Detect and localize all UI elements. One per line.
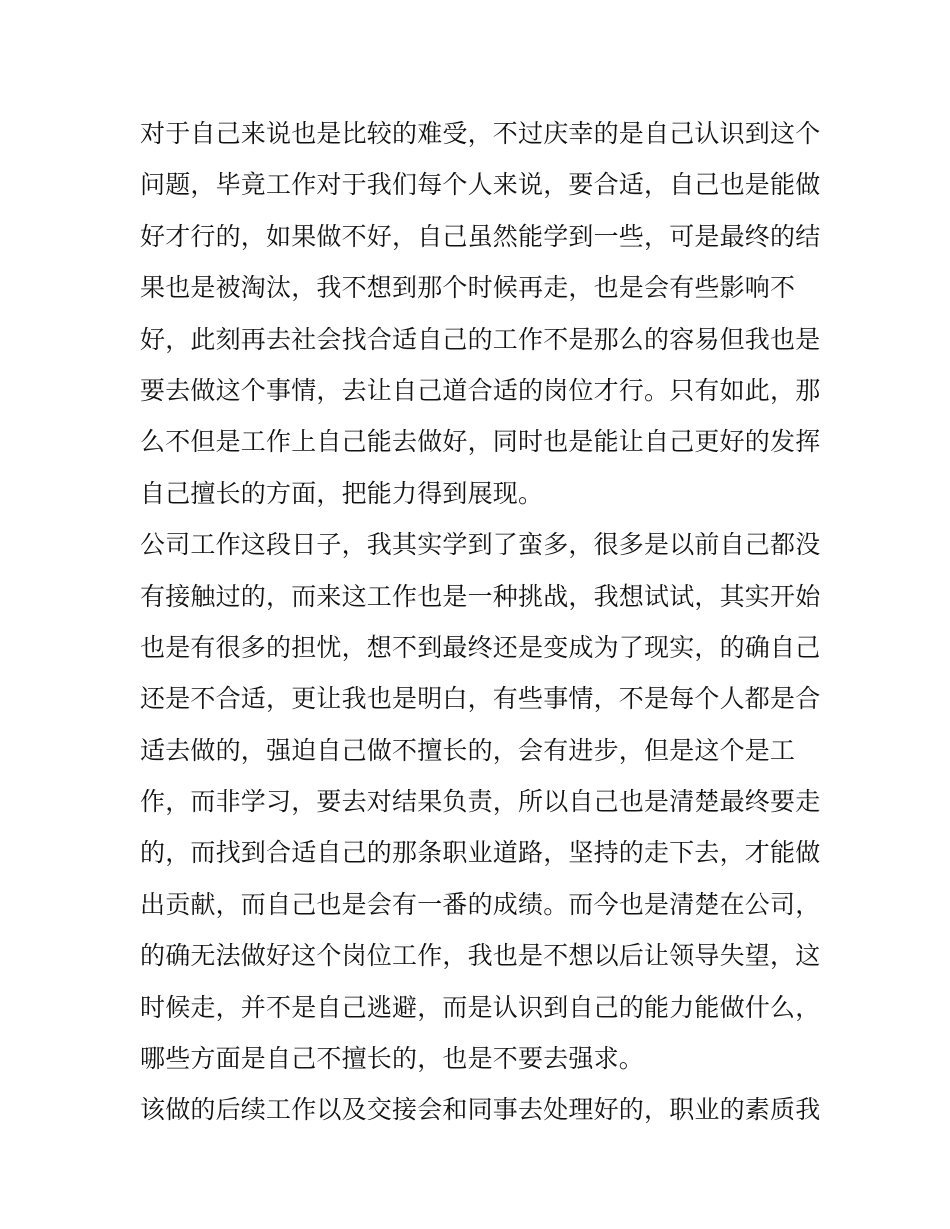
text-line: 适去做的，强迫自己做不擅长的，会有进步，但是这个是工 — [140, 735, 796, 765]
text-line: 时候走，并不是自己逃避，而是认识到自己的能力能做什么， — [140, 992, 821, 1022]
text-line: 该做的后续工作以及交接会和同事去处理好的，职业的素质我 — [140, 1095, 821, 1125]
text-line: 的，而找到合适自己的那条职业道路，坚持的走下去，才能做 — [140, 838, 821, 868]
text-line: 的确无法做好这个岗位工作，我也是不想以后让领导失望，这 — [140, 941, 821, 971]
text-line: 哪些方面是自己不擅长的，也是不要去强求。 — [140, 1044, 645, 1074]
text-line: 要去做这个事情，去让自己道合适的岗位才行。只有如此，那 — [140, 375, 821, 405]
text-line: 对于自己来说也是比较的难受，不过庆幸的是自己认识到这个 — [140, 119, 821, 148]
text-line: 还是不合适，更让我也是明白，有些事情，不是每个人都是合 — [140, 684, 821, 714]
text-line: 好才行的，如果做不好，自己虽然能学到一些，可是最终的结 — [140, 221, 821, 251]
text-line: 果也是被淘汰，我不想到那个时候再走，也是会有些影响不 — [140, 273, 796, 303]
text-line: 好，此刻再去社会找合适自己的工作不是那么的容易但我也是 — [140, 324, 821, 354]
text-line: 自己擅长的方面，把能力得到展现。 — [140, 478, 544, 508]
text-line: 问题，毕竟工作对于我们每个人来说，要合适，自己也是能做 — [140, 170, 821, 200]
text-line: 也是有很多的担忧，想不到最终还是变成为了现实，的确自己 — [140, 632, 821, 662]
text-line: 么不但是工作上自己能去做好，同时也是能让自己更好的发挥 — [140, 427, 821, 457]
body-text — [140, 108, 820, 1136]
text-line: 有接触过的，而来这工作也是一种挑战，我想试试，其实开始 — [140, 581, 821, 611]
text-line: 出贡献，而自己也是会有一番的成绩。而今也是清楚在公司， — [140, 889, 821, 919]
text-line: 公司工作这段日子，我其实学到了蛮多，很多是以前自己都没 — [140, 530, 821, 560]
text-line: 作，而非学习，要去对结果负责，所以自己也是清楚最终要走 — [140, 787, 821, 817]
